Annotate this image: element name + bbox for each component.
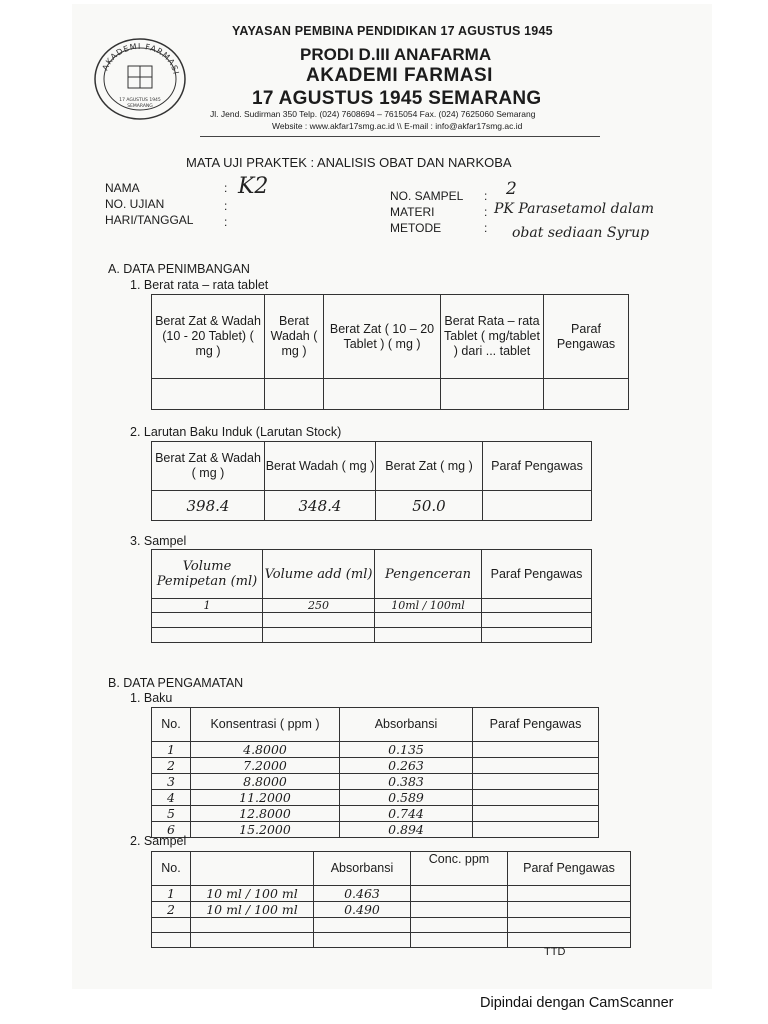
- table-cell: [265, 379, 324, 410]
- table-cell: 7.2000: [191, 758, 340, 774]
- table-baku-absorbansi: [151, 707, 599, 838]
- table-b2-title: 2. Sampel: [130, 834, 187, 848]
- table-cell: 1: [152, 599, 263, 613]
- table-cell: 5: [152, 806, 191, 822]
- academy-city: 17 AGUSTUS 1945 SEMARANG: [252, 88, 542, 109]
- column-header: Paraf Pengawas: [473, 708, 599, 742]
- column-header: Volume Pemipetan (ml): [152, 550, 263, 599]
- table-cell: [544, 379, 629, 410]
- column-header: Paraf Pengawas: [508, 852, 631, 886]
- table-row: [152, 886, 631, 902]
- exam-title: MATA UJI PRAKTEK : ANALISIS OBAT DAN NARKOBA: [186, 155, 512, 170]
- table-sampel-absorbansi: [151, 851, 631, 948]
- colon: :: [224, 199, 228, 213]
- table-cell: 3: [152, 774, 191, 790]
- program-name: PRODI D.III ANAFARMA: [300, 45, 492, 64]
- table-row: [152, 790, 599, 806]
- table-b1-title: 1. Baku: [130, 691, 173, 705]
- metode-value: obat sediaan Syrup: [512, 225, 650, 241]
- column-header: Volume add (ml): [263, 550, 375, 599]
- table-a1-title: 1. Berat rata – rata tablet: [130, 278, 269, 292]
- table-cell: 1: [152, 886, 191, 902]
- colon: :: [484, 205, 488, 219]
- table-cell: 0.894: [340, 822, 473, 838]
- website-line: Website : www.akfar17smg.ac.id \\ E-mail : info@akfar17smg.ac.id: [272, 121, 523, 131]
- table-cell: [473, 758, 599, 774]
- table-cell: 50.0: [376, 491, 483, 521]
- column-header: Berat Zat ( 10 – 20 Tablet ) ( mg ): [324, 295, 441, 379]
- column-header: Paraf Pengawas: [482, 550, 592, 599]
- table-cell: 0.744: [340, 806, 473, 822]
- no-sampel-label: NO. SAMPEL: [390, 189, 464, 203]
- svg-text:AKADEMI FARMASI: AKADEMI FARMASI: [100, 41, 181, 76]
- table-cell: [324, 379, 441, 410]
- table-cell: 2: [152, 758, 191, 774]
- table-row: [152, 491, 592, 521]
- nama-label: NAMA: [105, 181, 140, 195]
- table-cell: 10ml / 100ml: [375, 599, 482, 613]
- table-cell: 0.383: [340, 774, 473, 790]
- colon: :: [224, 215, 228, 229]
- table-cell: 398.4: [152, 491, 265, 521]
- table-row: [152, 902, 631, 918]
- table-row: [152, 806, 599, 822]
- table-row: [152, 628, 592, 643]
- table-cell: 11.2000: [191, 790, 340, 806]
- section-b-title: B. DATA PENGAMATAN: [108, 676, 244, 690]
- table-cell: 1: [152, 742, 191, 758]
- column-header: [191, 852, 314, 886]
- table-cell: 2: [152, 902, 191, 918]
- table-cell: 4: [152, 790, 191, 806]
- svg-text:SEMARANG: SEMARANG: [127, 104, 153, 109]
- table-row: [152, 613, 592, 628]
- camscanner-footer: Dipindai dengan CamScanner: [480, 995, 674, 1011]
- column-header: Conc. ppm: [411, 852, 508, 886]
- table-cell: [152, 379, 265, 410]
- signature-label: TTD: [544, 946, 566, 958]
- column-header: Absorbansi: [314, 852, 411, 886]
- column-header: Paraf Pengawas: [544, 295, 629, 379]
- table-cell: 12.8000: [191, 806, 340, 822]
- column-header: Konsentrasi ( ppm ): [191, 708, 340, 742]
- materi-label: MATERI: [390, 205, 435, 219]
- table-cell: 0.135: [340, 742, 473, 758]
- column-header: Absorbansi: [340, 708, 473, 742]
- nama-value: K2: [238, 174, 269, 199]
- table-cell: [482, 599, 592, 613]
- table-a3-title: 3. Sampel: [130, 534, 187, 548]
- table-a2-title: 2. Larutan Baku Induk (Larutan Stock): [130, 425, 342, 439]
- column-header: Berat Wadah ( mg ): [265, 442, 376, 491]
- header-divider: [200, 136, 600, 137]
- table-cell: 250: [263, 599, 375, 613]
- colon: :: [484, 221, 488, 235]
- table-cell: [411, 902, 508, 918]
- address-line: Jl. Jend. Sudirman 350 Telp. (024) 7608694 – 7615054 Fax. (024) 7625060 Semarang: [210, 109, 536, 119]
- metode-label: METODE: [390, 221, 442, 235]
- column-header: Berat Rata – rata Tablet ( mg/tablet ) dari ... tablet: [441, 295, 544, 379]
- table-cell: [508, 886, 631, 902]
- table-cell: [411, 886, 508, 902]
- table-cell: 10 ml / 100 ml: [191, 886, 314, 902]
- table-cell: 6: [152, 822, 191, 838]
- table-cell: [473, 742, 599, 758]
- column-header: Berat Zat & Wadah (10 - 20 Tablet) ( mg ): [152, 295, 265, 379]
- no-ujian-label: NO. UJIAN: [105, 197, 165, 211]
- table-cell: [473, 790, 599, 806]
- table-cell: 0.589: [340, 790, 473, 806]
- section-a-title: A. DATA PENIMBANGAN: [108, 262, 250, 276]
- table-row: [152, 774, 599, 790]
- table-row: [152, 379, 629, 410]
- column-header: Berat Zat & Wadah ( mg ): [152, 442, 265, 491]
- no-sampel-value: 2: [506, 179, 517, 199]
- materi-value: PK Parasetamol dalam: [494, 201, 654, 217]
- svg-text:17 AGUSTUS 1945: 17 AGUSTUS 1945: [119, 98, 161, 103]
- table-cell: 0.263: [340, 758, 473, 774]
- table-row: [152, 599, 592, 613]
- academy-seal-logo: [92, 36, 188, 122]
- table-cell: 8.8000: [191, 774, 340, 790]
- column-header: Berat Zat ( mg ): [376, 442, 483, 491]
- table-cell: [508, 902, 631, 918]
- table-row: [152, 742, 599, 758]
- column-header: Berat Wadah ( mg ): [265, 295, 324, 379]
- table-cell: [483, 491, 592, 521]
- table-larutan-baku-induk: [151, 441, 592, 521]
- table-cell: 348.4: [265, 491, 376, 521]
- table-cell: [473, 774, 599, 790]
- table-row: [152, 758, 599, 774]
- table-row: [152, 918, 631, 933]
- table-cell: [473, 806, 599, 822]
- table-cell: 0.463: [314, 886, 411, 902]
- table-cell: 0.490: [314, 902, 411, 918]
- hari-tanggal-label: HARI/TANGGAL: [105, 213, 194, 227]
- table-cell: [473, 822, 599, 838]
- academy-name: AKADEMI FARMASI: [306, 65, 493, 86]
- table-cell: 10 ml / 100 ml: [191, 902, 314, 918]
- table-cell: [441, 379, 544, 410]
- column-header: No.: [152, 708, 191, 742]
- table-sampel-pengenceran: [151, 549, 592, 643]
- colon: :: [484, 189, 488, 203]
- column-header: No.: [152, 852, 191, 886]
- table-berat-rata-tablet: [151, 294, 629, 410]
- foundation-name: YAYASAN PEMBINA PENDIDIKAN 17 AGUSTUS 1945: [232, 24, 553, 38]
- colon: :: [224, 181, 228, 195]
- table-cell: 4.8000: [191, 742, 340, 758]
- table-cell: 15.2000: [191, 822, 340, 838]
- column-header: Paraf Pengawas: [483, 442, 592, 491]
- table-row: [152, 822, 599, 838]
- column-header: Pengenceran: [375, 550, 482, 599]
